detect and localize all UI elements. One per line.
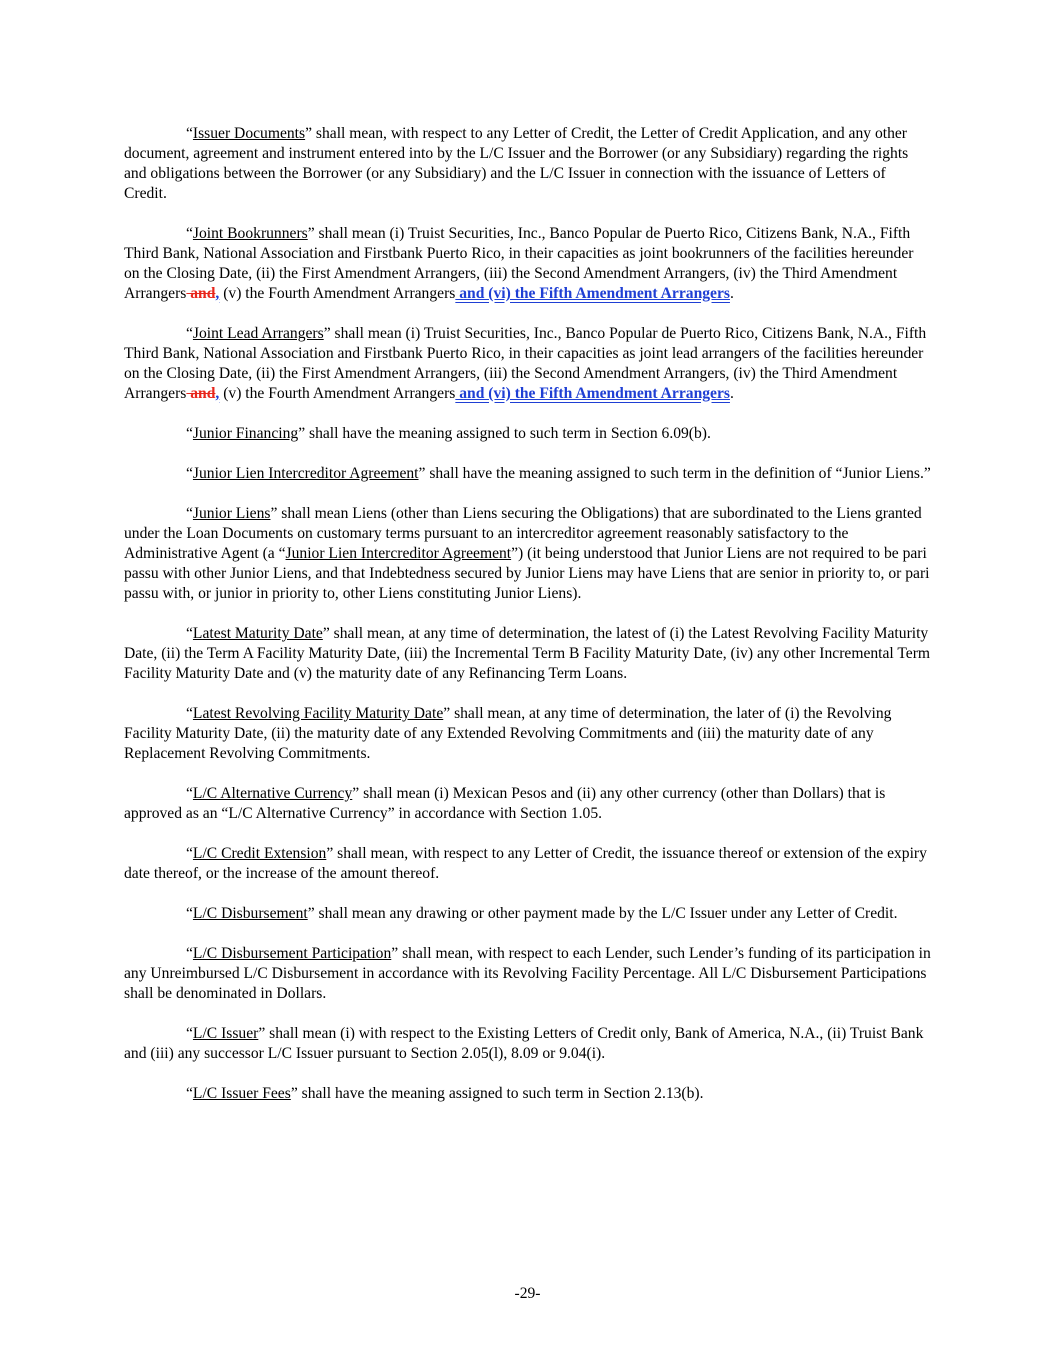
definition-text: ” shall mean (i) Truist Securities, Inc., Banco Popular de Puerto Rico, Citizens Bank, N.A., Fifth Third Bank, National Association and Firstbank Puerto Rico, in their capacities as joint bookrunners of the facilities hereunder on the Closing Date, (ii) the First Amendment Arrangers, (iii) the Second Amendment Arrangers, (iv) the Third Amendment Arrangers	[124, 225, 914, 302]
definition-text: ” shall mean any drawing or other payment made by the L/C Issuer under any Letter of Credit.	[307, 905, 898, 922]
definition-junior-lien-intercreditor-agreement: “Junior Lien Intercreditor Agreement” shall have the meaning assigned to such term in the definition of “Junior Liens.”	[186, 465, 931, 482]
defined-term: L/C Disbursement Participation	[192, 945, 392, 962]
defined-term: Latest Maturity Date	[192, 625, 323, 642]
defined-term: L/C Alternative Currency	[192, 785, 353, 802]
definition-text: ” shall mean, with respect to each Lender, such Lender’s funding of its participation in any Unreimbursed L/C Disbursement in accordance with its Revolving Facility Percentage. All L/C Disbursement Participations shall be denominated in Dollars.	[124, 945, 931, 1002]
defined-term: L/C Issuer Fees	[192, 1085, 291, 1102]
deleted-text: and	[186, 385, 216, 402]
deleted-text: and	[186, 285, 216, 302]
definition-lc-issuer-fees: “L/C Issuer Fees” shall have the meaning assigned to such term in Section 2.13(b).	[186, 1085, 704, 1102]
definition-joint-lead-arrangers: “Joint Lead Arrangers” shall mean (i) Truist Securities, Inc., Banco Popular de Puerto Rico, Citizens Bank, N.A., Fifth Third Bank, National Association and Firstbank Puerto Rico, in their capacities as joint lead arrangers of the facilities hereunder on the Closing Date, (ii) the First Amendment Arrangers, (iii) the Second Amendment Arrangers, (iv) the Third Amendment Arrangers and, (v) the Fourth Amendment Arrangers and (vi) the Fifth Amendment Arrangers.	[124, 325, 927, 402]
defined-term: Junior Liens	[192, 505, 271, 522]
definition-text: ” shall mean Liens (other than Liens securing the Obligations) that are subordinated to the Liens granted under the Loan Documents on customary terms pursuant to an intercreditor agreement reasonably satisfactory to the Administrative Agent (a “	[124, 505, 922, 562]
inserted-text: and (vi) the Fifth Amendment Arrangers	[455, 285, 730, 302]
definition-text: (v) the Fourth Amendment Arrangers	[219, 285, 456, 302]
document-page	[124, 124, 932, 1124]
definition-lc-alternative-currency: “L/C Alternative Currency” shall mean (i) Mexican Pesos and (ii) any other currency (other than Dollars) that is approved as an “L/C Alternative Currency” in accordance with Section 1.05.	[124, 785, 886, 822]
definition-text: (v) the Fourth Amendment Arrangers	[219, 385, 456, 402]
inserted-text: ,	[215, 385, 220, 402]
definition-text: ” shall mean (i) Mexican Pesos and (ii) any other currency (other than Dollars) that is approved as an “L/C Alternative Currency” in accordance with Section 1.05.	[124, 785, 886, 822]
defined-term: L/C Credit Extension	[192, 845, 327, 862]
definition-text: ” shall have the meaning assigned to such term in the definition of “Junior Liens.”	[418, 465, 931, 482]
definition-text: ” shall mean (i) with respect to the Existing Letters of Credit only, Bank of America, N.A., (ii) Truist Bank and (iii) any successor L/C Issuer pursuant to Section 2.05(l), 8.09 or 9.04(i).	[124, 1025, 924, 1062]
definition-latest-maturity-date: “Latest Maturity Date” shall mean, at any time of determination, the latest of (i) the Latest Revolving Facility Maturity Date, (ii) the Term A Facility Maturity Date, (iii) the Incremental Term B Facility Maturity Date, (iv) any other Incremental Term Facility Maturity Date and (v) the maturity date of any Refinancing Term Loans.	[124, 625, 931, 682]
definition-lc-disbursement-participation: “L/C Disbursement Participation” shall mean, with respect to each Lender, such Lender’s funding of its participation in any Unreimbursed L/C Disbursement in accordance with its Revolving Facility Percentage. All L/C Disbursement Participations shall be denominated in Dollars.	[124, 945, 931, 1002]
definition-lc-issuer: “L/C Issuer” shall mean (i) with respect to the Existing Letters of Credit only, Bank of America, N.A., (ii) Truist Bank and (iii) any successor L/C Issuer pursuant to Section 2.05(l), 8.09 or 9.04(i).	[124, 1025, 924, 1062]
definition-text: ” shall mean, at any time of determination, the later of (i) the Revolving Facility Maturity Date, (ii) the maturity date of any Extended Revolving Commitments and (iii) the maturity date of any Replacement Revolving Commitments.	[124, 705, 892, 762]
defined-term-inline: Junior Lien Intercreditor Agreement	[285, 545, 512, 562]
defined-term: Latest Revolving Facility Maturity Date	[192, 705, 444, 722]
defined-term: Issuer Documents	[192, 125, 306, 142]
inserted-text: and (vi) the Fifth Amendment Arrangers	[455, 385, 730, 402]
page-number: -29-	[514, 1285, 541, 1302]
definition-text: ” shall mean, with respect to any Letter of Credit, the Letter of Credit Application, and any other document, agreement and instrument entered into by the L/C Issuer and the Borrower (or any Subsidiary) regarding the rights and obligations between the Borrower (or any Subsidiary) and the L/C Issuer in connection with the issuance of Letters of Credit.	[124, 125, 909, 202]
definition-latest-revolving-facility-maturity-date: “Latest Revolving Facility Maturity Date” shall mean, at any time of determination, the later of (i) the Revolving Facility Maturity Date, (ii) the maturity date of any Extended Revolving Commitments and (iii) the maturity date of any Replacement Revolving Commitments.	[124, 705, 892, 762]
inserted-text: ,	[215, 285, 220, 302]
definition-text: ” shall have the meaning assigned to such term in Section 2.13(b).	[290, 1085, 704, 1102]
defined-term: Junior Financing	[192, 425, 299, 442]
definition-junior-financing: “Junior Financing” shall have the meaning assigned to such term in Section 6.09(b).	[186, 425, 711, 442]
definition-joint-bookrunners: “Joint Bookrunners” shall mean (i) Truist Securities, Inc., Banco Popular de Puerto Rico, Citizens Bank, N.A., Fifth Third Bank, National Association and Firstbank Puerto Rico, in their capacities as joint bookrunners of the facilities hereunder on the Closing Date, (ii) the First Amendment Arrangers, (iii) the Second Amendment Arrangers, (iv) the Third Amendment Arrangers and, (v) the Fourth Amendment Arrangers and (vi) the Fifth Amendment Arrangers.	[124, 225, 914, 302]
defined-term: Joint Bookrunners	[192, 225, 308, 242]
definition-issuer-documents: “Issuer Documents” shall mean, with respect to any Letter of Credit, the Letter of Credit Application, and any other document, agreement and instrument entered into by the L/C Issuer and the Borrower (or any Subsidiary) regarding the rights and obligations between the Borrower (or any Subsidiary) and the L/C Issuer in connection with the issuance of Letters of Credit.	[124, 125, 909, 202]
definition-text: ” shall mean, at any time of determination, the latest of (i) the Latest Revolving Facility Maturity Date, (ii) the Term A Facility Maturity Date, (iii) the Incremental Term B Facility Maturity Date, (iv) any other Incremental Term Facility Maturity Date and (v) the maturity date of any Refinancing Term Loans.	[124, 625, 931, 682]
defined-term: L/C Disbursement	[192, 905, 308, 922]
definition-text: ” shall have the meaning assigned to such term in Section 6.09(b).	[298, 425, 711, 442]
definition-text: ” shall mean (i) Truist Securities, Inc., Banco Popular de Puerto Rico, Citizens Bank, N.A., Fifth Third Bank, National Association and Firstbank Puerto Rico, in their capacities as joint lead arrangers of the facilities hereunder on the Closing Date, (ii) the First Amendment Arrangers, (iii) the Second Amendment Arrangers, (iv) the Third Amendment Arrangers	[124, 325, 927, 402]
definition-text: ”) (it being understood that Junior Liens are not required to be pari passu with other Junior Liens, and that Indebtedness secured by Junior Liens may have Liens that are senior in priority to, or pari passu with, or junior in priority to, other Liens constituting Junior Liens).	[124, 545, 930, 602]
definition-lc-disbursement: “L/C Disbursement” shall mean any drawing or other payment made by the L/C Issuer under any Letter of Credit.	[186, 905, 898, 922]
defined-term: Joint Lead Arrangers	[192, 325, 324, 342]
definition-junior-liens: “Junior Liens” shall mean Liens (other than Liens securing the Obligations) that are subordinated to the Liens granted under the Loan Documents on customary terms pursuant to an intercreditor agreement reasonably satisfactory to the Administrative Agent (a “Junior Lien Intercreditor Agreement”) (it being understood that Junior Liens are not required to be pari passu with other Junior Liens, and that Indebtedness secured by Junior Liens may have Liens that are senior in priority to, or pari passu with, or junior in priority to, other Liens constituting Junior Liens).	[124, 505, 930, 602]
defined-term: Junior Lien Intercreditor Agreement	[192, 465, 419, 482]
defined-term: L/C Issuer	[192, 1025, 259, 1042]
definition-text: ” shall mean, with respect to any Letter of Credit, the issuance thereof or extension of the expiry date thereof, or the increase of the amount thereof.	[124, 845, 927, 882]
definition-lc-credit-extension: “L/C Credit Extension” shall mean, with respect to any Letter of Credit, the issuance thereof or extension of the expiry date thereof, or the increase of the amount thereof.	[124, 845, 927, 882]
